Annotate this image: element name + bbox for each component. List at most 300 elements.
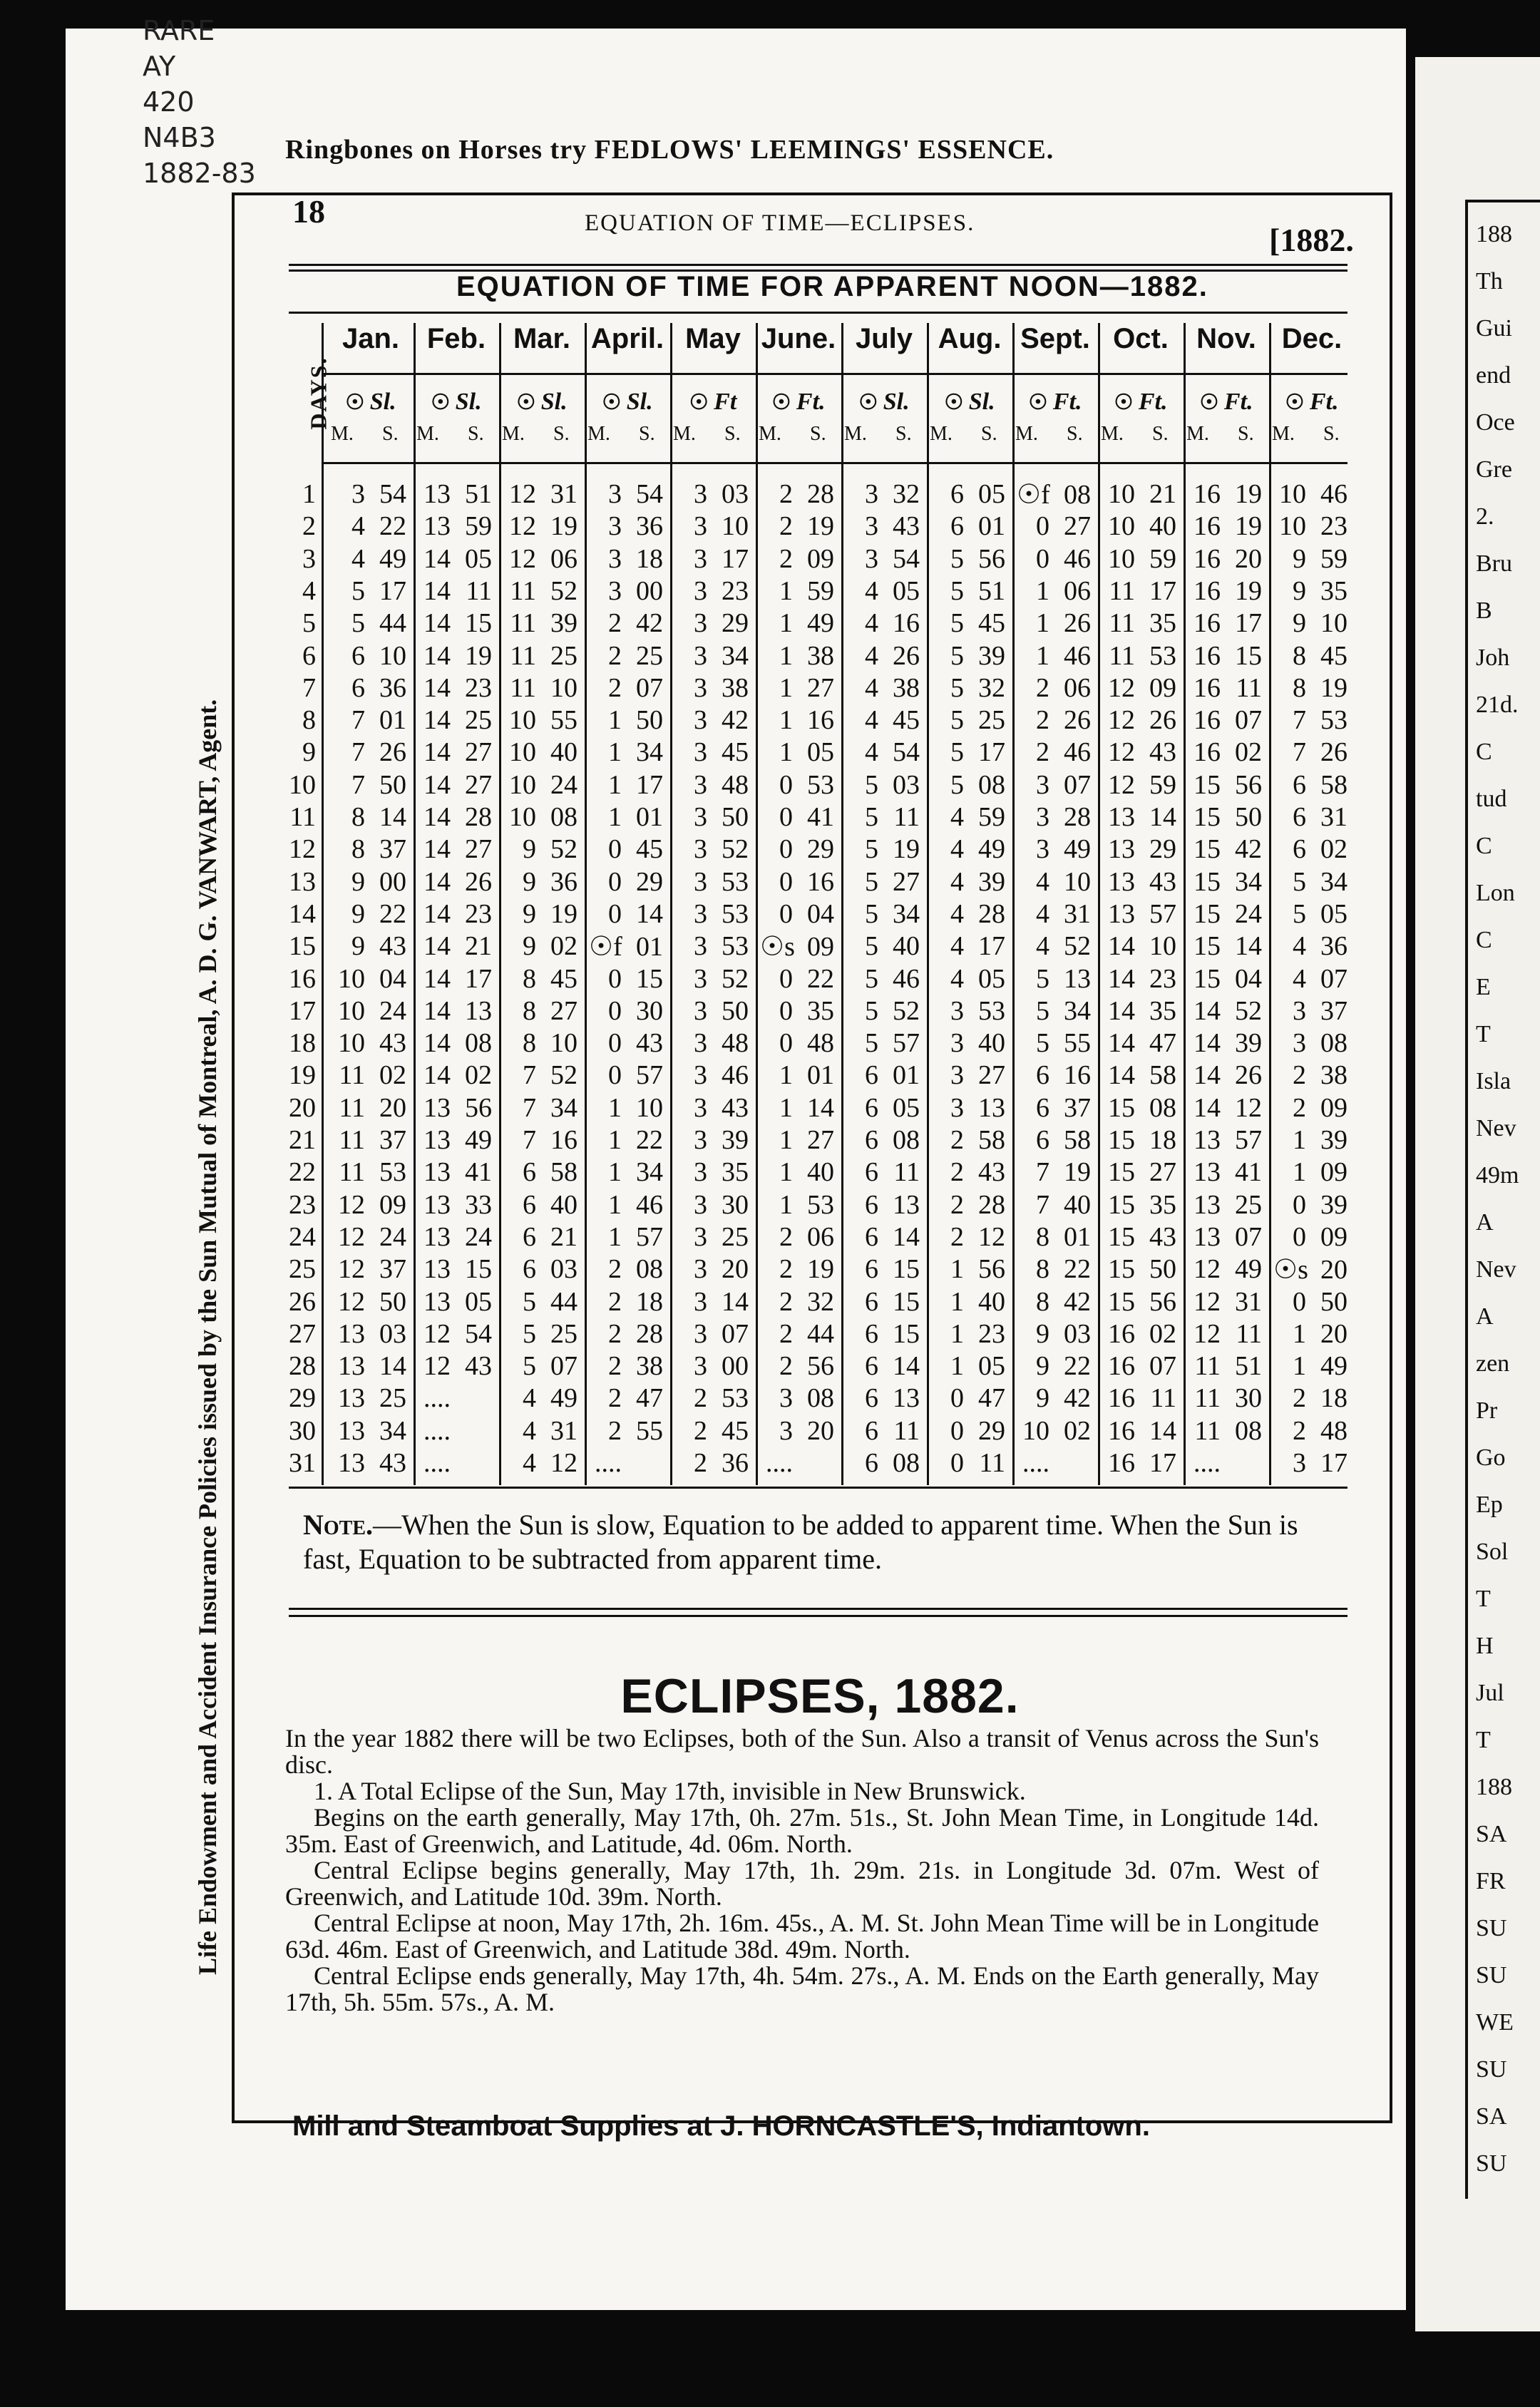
subheader-rule	[322, 462, 1348, 464]
direction-text: Sl.	[968, 389, 995, 415]
table-cell	[418, 1415, 492, 1447]
cell-minutes: 4	[351, 511, 365, 542]
cell-seconds: 31	[1320, 802, 1348, 832]
sun-symbol-icon: ☉	[431, 391, 456, 414]
side-advertisement: Life Endowment and Accident Insurance Policies issued by the Sun Mutual of Montreal, A. D. G. VANWART, Agent.	[193, 699, 222, 1975]
day-number: 21	[289, 1125, 316, 1155]
cell-seconds: 00	[379, 866, 406, 897]
cell-minutes: 11	[1109, 608, 1135, 639]
cell-seconds: 14	[379, 802, 406, 832]
table-cell	[760, 704, 834, 736]
cell-minutes: 3	[694, 511, 707, 542]
cell-seconds: 22	[636, 1125, 663, 1155]
cell-minutes: 6	[1293, 769, 1306, 800]
cell-seconds: 37	[379, 1125, 406, 1155]
table-cell	[1188, 801, 1262, 833]
cell-seconds: 06	[550, 543, 578, 574]
table-cell	[846, 930, 920, 962]
cell-seconds: 43	[978, 1157, 1005, 1188]
table-cell	[418, 672, 492, 704]
cell-minutes: 13	[1194, 1189, 1221, 1220]
cell-seconds: 47	[636, 1383, 663, 1414]
cell-minutes: 11	[339, 1125, 365, 1155]
cell-seconds: 42	[1064, 1286, 1091, 1317]
cell-seconds: 34	[1320, 866, 1348, 897]
cell-seconds: 01	[636, 802, 663, 832]
cell-minutes: 16	[1108, 1351, 1135, 1382]
cell-minutes: 8	[523, 963, 536, 994]
cell-seconds: 58	[1320, 769, 1348, 800]
cell-seconds: 26	[893, 640, 920, 671]
table-cell	[1273, 898, 1348, 930]
cell-minutes: 15	[1194, 834, 1221, 865]
cell-seconds: 11	[979, 1448, 1005, 1478]
cell-seconds: 57	[893, 1028, 920, 1059]
cell-minutes: 14	[423, 640, 451, 671]
cell-seconds: 58	[1149, 1060, 1176, 1091]
sun-symbol-icon: ☉	[345, 391, 370, 414]
cell-minutes: 2	[950, 1125, 964, 1155]
cell-minutes: 14	[423, 705, 451, 736]
cell-minutes: 5	[950, 543, 964, 574]
cell-minutes: 16	[1108, 1448, 1135, 1478]
cell-minutes: 12	[509, 511, 536, 542]
cell-seconds: 52	[1235, 995, 1262, 1026]
cell-minutes: 3	[694, 1318, 707, 1349]
cell-minutes: 13	[1108, 898, 1135, 929]
table-title: EQUATION OF TIME FOR APPARENT NOON—1882.	[456, 271, 1208, 302]
minutes-label: M.	[1015, 423, 1038, 445]
cell-minutes: 10	[338, 1028, 365, 1059]
table-cell	[674, 672, 749, 704]
cell-seconds: 35	[722, 1157, 749, 1188]
cell-minutes: 2	[608, 1318, 622, 1349]
direction-label	[1184, 389, 1269, 416]
cell-seconds: 27	[550, 995, 578, 1026]
cell-seconds: 59	[978, 802, 1005, 832]
cell-minutes: 13	[338, 1383, 365, 1414]
cell-minutes: 5	[950, 672, 964, 703]
cell-minutes: 13	[423, 1286, 451, 1317]
cell-seconds: 49	[1320, 1351, 1348, 1382]
cell-minutes: 2	[608, 1415, 622, 1446]
cell-seconds: 00	[636, 575, 663, 606]
cell-minutes: 2	[608, 608, 622, 639]
cell-minutes: 14	[1194, 1060, 1221, 1091]
cell-minutes: 4	[950, 834, 964, 865]
table-cell	[674, 866, 749, 898]
cell-seconds: 04	[379, 963, 406, 994]
table-cell	[418, 995, 492, 1027]
note-text: —When the Sun is slow, Equation to be added to apparent time. When the Sun is fast, Equation to be subtracted from apparent time.	[303, 1509, 1298, 1575]
cell-seconds: 38	[722, 672, 749, 703]
table-cell	[589, 801, 663, 833]
direction-text: Sl.	[455, 389, 482, 415]
cell-seconds: 00	[722, 1351, 749, 1382]
table-cell	[1188, 995, 1262, 1027]
table-cell	[674, 737, 749, 768]
cell-seconds: 49	[978, 834, 1005, 865]
cell-minutes: 1	[779, 672, 793, 703]
table-cell	[332, 510, 406, 542]
cell-seconds: 04	[1235, 963, 1262, 994]
cell-seconds: 05	[978, 1351, 1005, 1382]
table-cell	[332, 672, 406, 704]
cell-seconds: 19	[550, 511, 578, 542]
direction-label	[328, 389, 414, 416]
table-cell	[1102, 672, 1176, 704]
table-cell	[1102, 1124, 1176, 1156]
cell-seconds: 05	[893, 575, 920, 606]
cell-minutes: 1	[608, 1092, 622, 1123]
cell-seconds: 12	[1235, 1092, 1262, 1123]
table-cell	[1188, 1382, 1262, 1414]
cell-seconds: 40	[978, 1028, 1005, 1059]
cell-minutes: 6	[523, 1189, 536, 1220]
cell-seconds: 19	[893, 834, 920, 865]
table-cell	[1017, 1156, 1091, 1188]
table-cell	[1102, 1382, 1176, 1414]
cell-minutes: ☉f	[1017, 480, 1050, 510]
cell-seconds: 46	[893, 963, 920, 994]
cell-minutes: 3	[694, 769, 707, 800]
month-header: Jan.	[342, 323, 400, 354]
cell-seconds: 02	[379, 1060, 406, 1091]
cell-seconds: 14	[1235, 931, 1262, 962]
table-cell	[418, 704, 492, 736]
cell-seconds: 13	[465, 995, 492, 1026]
cell-seconds: 57	[636, 1221, 663, 1252]
cell-minutes: 14	[423, 898, 451, 929]
direction-text: Ft.	[1052, 389, 1082, 415]
table-cell	[332, 963, 406, 995]
cell-minutes: 14	[423, 608, 451, 639]
cell-minutes: 9	[523, 866, 536, 897]
cell-minutes: 2	[1036, 672, 1049, 703]
cell-seconds: 09	[1320, 1157, 1348, 1188]
cell-minutes: 0	[779, 898, 793, 929]
table-cell	[1102, 1189, 1176, 1221]
table-cell	[674, 1318, 749, 1350]
table-cell	[589, 866, 663, 898]
table-cell	[503, 510, 578, 542]
facing-page-line: C	[1476, 739, 1492, 765]
cell-seconds: 27	[1149, 1157, 1176, 1188]
table-cell	[418, 575, 492, 607]
table-cell	[1188, 1447, 1262, 1479]
day-number: 15	[289, 931, 316, 962]
table-cell	[418, 1059, 492, 1091]
table-cell	[846, 1156, 920, 1188]
cell-minutes: 16	[1108, 1415, 1135, 1446]
cell-minutes: 8	[1293, 672, 1306, 703]
table-cell	[332, 543, 406, 575]
table-cell	[503, 1156, 578, 1188]
cell-seconds: 38	[807, 640, 834, 671]
table-cell	[846, 769, 920, 801]
table-cell	[1273, 1447, 1348, 1479]
table-cell	[589, 1027, 663, 1059]
cell-minutes: 3	[1036, 802, 1049, 832]
table-cell	[846, 510, 920, 542]
table-cell	[332, 1027, 406, 1059]
cell-seconds: 39	[550, 608, 578, 639]
cell-minutes: 11	[510, 672, 536, 703]
table-cell	[760, 1059, 834, 1091]
table-cell	[1102, 1253, 1176, 1285]
cell-minutes: 3	[950, 995, 964, 1026]
note-lead: Note.	[303, 1509, 374, 1541]
table-cell	[1273, 543, 1348, 575]
day-number: 8	[302, 705, 316, 736]
facing-page-line: tud	[1476, 786, 1507, 812]
cell-minutes: ....	[1194, 1448, 1221, 1478]
cell-seconds: 03	[722, 479, 749, 509]
cell-minutes: 13	[423, 1157, 451, 1188]
cell-minutes: 5	[1293, 898, 1306, 929]
table-cell	[1017, 995, 1091, 1027]
day-number: 29	[289, 1383, 316, 1414]
cell-seconds: 50	[722, 802, 749, 832]
cell-minutes: 4	[865, 640, 878, 671]
table-cell	[1188, 607, 1262, 639]
table-cell	[1273, 1189, 1348, 1221]
cell-minutes: 5	[950, 705, 964, 736]
table-cell	[503, 1124, 578, 1156]
cell-seconds: 14	[1149, 1415, 1176, 1446]
cell-minutes: 15	[1194, 963, 1221, 994]
cell-minutes: 8	[1036, 1221, 1049, 1252]
cell-seconds: 38	[893, 672, 920, 703]
cell-seconds: 11	[466, 575, 492, 606]
cell-seconds: 52	[1064, 931, 1091, 962]
cell-seconds: 59	[465, 511, 492, 542]
table-cell	[332, 1318, 406, 1350]
cell-minutes: 10	[509, 802, 536, 832]
cell-minutes: 6	[1293, 802, 1306, 832]
cell-minutes: 9	[351, 866, 365, 897]
cell-minutes: 12	[1108, 737, 1135, 768]
cell-seconds: 45	[636, 834, 663, 865]
cell-minutes: 3	[351, 479, 365, 509]
cell-seconds: 19	[807, 511, 834, 542]
table-cell	[589, 1253, 663, 1285]
table-cell	[589, 1221, 663, 1253]
table-cell	[1273, 1124, 1348, 1156]
cell-minutes: 8	[351, 834, 365, 865]
cell-minutes: 6	[865, 1092, 878, 1123]
table-cell	[418, 930, 492, 962]
table-cell	[760, 1189, 834, 1221]
sun-symbol-icon: ☉	[771, 391, 796, 414]
facing-page-line: SA	[1476, 2103, 1507, 2130]
cell-minutes: 3	[865, 543, 878, 574]
cell-seconds: 08	[1149, 1092, 1176, 1123]
column-rule	[1012, 323, 1015, 1485]
cell-minutes: 2	[779, 1221, 793, 1252]
table-cell	[1017, 1350, 1091, 1382]
cell-seconds: 17	[379, 575, 406, 606]
table-cell	[1017, 1124, 1091, 1156]
table-cell	[931, 1350, 1005, 1382]
table-cell	[1017, 1447, 1091, 1479]
cell-seconds: 44	[807, 1318, 834, 1349]
table-cell	[674, 1059, 749, 1091]
cell-seconds: 55	[1064, 1028, 1091, 1059]
cell-minutes: 13	[1194, 1221, 1221, 1252]
cell-seconds: 15	[636, 963, 663, 994]
facing-page-line: Gre	[1476, 456, 1512, 483]
day-number: 5	[302, 608, 316, 639]
table-cell	[1188, 543, 1262, 575]
cell-minutes: 16	[1194, 543, 1221, 574]
cell-seconds: 39	[978, 866, 1005, 897]
direction-label	[1012, 389, 1098, 416]
table-cell	[846, 737, 920, 768]
facing-page-line: E	[1476, 974, 1491, 1000]
cell-seconds: 09	[807, 543, 834, 574]
cell-minutes: 16	[1194, 575, 1221, 606]
cell-seconds: 58	[550, 1157, 578, 1188]
cell-seconds: 44	[550, 1286, 578, 1317]
cell-seconds: 27	[1064, 511, 1091, 542]
table-cell	[760, 640, 834, 672]
table-cell	[760, 1253, 834, 1285]
cell-seconds: 08	[465, 1028, 492, 1059]
table-cell	[418, 543, 492, 575]
table-cell	[332, 1253, 406, 1285]
cell-seconds: 26	[379, 737, 406, 768]
cell-seconds: 23	[978, 1318, 1005, 1349]
minutes-label: M.	[331, 423, 354, 445]
cell-minutes: 13	[423, 1125, 451, 1155]
cell-seconds: 18	[636, 1286, 663, 1317]
cell-seconds: 29	[978, 1415, 1005, 1446]
cell-minutes: 15	[1108, 1254, 1135, 1285]
table-cell	[760, 1027, 834, 1059]
table-cell	[1188, 1286, 1262, 1318]
month-header: Sept.	[1020, 323, 1090, 354]
table-cell	[1017, 737, 1091, 768]
cell-seconds: 25	[722, 1221, 749, 1252]
cell-seconds: 27	[807, 672, 834, 703]
cell-minutes: 4	[950, 931, 964, 962]
cell-minutes: 2	[608, 1286, 622, 1317]
table-cell	[1017, 1382, 1091, 1414]
table-cell	[418, 866, 492, 898]
cell-seconds: 07	[550, 1351, 578, 1382]
facing-page-line: SU	[1476, 1962, 1507, 1988]
title-rule	[289, 312, 1348, 314]
cell-seconds: 40	[550, 1189, 578, 1220]
cell-seconds: 37	[1320, 995, 1348, 1026]
cell-minutes: 0	[779, 995, 793, 1026]
cell-seconds: 01	[978, 511, 1005, 542]
table-cell	[674, 607, 749, 639]
cell-seconds: 46	[1064, 640, 1091, 671]
cell-minutes: 1	[779, 1060, 793, 1091]
cell-minutes: 14	[423, 769, 451, 800]
table-cell	[846, 1027, 920, 1059]
table-cell	[931, 995, 1005, 1027]
table-cell	[1273, 769, 1348, 801]
table-cell	[1102, 1156, 1176, 1188]
table-cell	[931, 1092, 1005, 1124]
table-cell	[332, 1382, 406, 1414]
table-cell	[503, 1059, 578, 1091]
cell-seconds: 51	[1235, 1351, 1262, 1382]
cell-minutes: 1	[950, 1286, 964, 1317]
table-cell	[931, 1124, 1005, 1156]
table-cell	[846, 1189, 920, 1221]
table-cell	[418, 1382, 492, 1414]
cell-minutes: 10	[509, 705, 536, 736]
cell-seconds: 28	[1064, 802, 1091, 832]
table-cell	[332, 769, 406, 801]
cell-minutes: 5	[865, 1028, 878, 1059]
cell-seconds: 15	[893, 1318, 920, 1349]
table-cell	[1102, 898, 1176, 930]
cell-minutes: 16	[1108, 1383, 1135, 1414]
cell-seconds: 08	[807, 1383, 834, 1414]
facing-page-line: zen	[1476, 1350, 1510, 1377]
cell-seconds: 11	[1236, 672, 1262, 703]
table-cell	[503, 930, 578, 962]
cell-minutes: ....	[423, 1415, 451, 1446]
table-cell	[760, 995, 834, 1027]
cell-minutes: 1	[608, 802, 622, 832]
table-cell	[1188, 1027, 1262, 1059]
cell-seconds: 27	[978, 1060, 1005, 1091]
table-cell	[1273, 930, 1348, 962]
cell-seconds: 03	[1064, 1318, 1091, 1349]
cell-minutes: 9	[351, 898, 365, 929]
cell-minutes: 13	[423, 1189, 451, 1220]
cell-seconds: 24	[1235, 898, 1262, 929]
table-cell	[589, 1415, 663, 1447]
table-cell	[846, 1382, 920, 1414]
table-cell	[1102, 704, 1176, 736]
minutes-label: M.	[759, 423, 781, 445]
cell-seconds: 20	[722, 1254, 749, 1285]
cell-minutes: 2	[779, 543, 793, 574]
table-cell	[1017, 672, 1091, 704]
cell-minutes: 6	[865, 1286, 878, 1317]
cell-seconds: 43	[1149, 1221, 1176, 1252]
table-cell	[674, 1156, 749, 1188]
minutes-label: M.	[930, 423, 953, 445]
table-cell	[503, 1253, 578, 1285]
cell-minutes: 6	[865, 1221, 878, 1252]
cell-seconds: 05	[978, 963, 1005, 994]
table-cell	[931, 898, 1005, 930]
cell-minutes: 7	[351, 769, 365, 800]
facing-page-frame	[1465, 200, 1540, 2199]
table-cell	[1188, 737, 1262, 768]
cell-minutes: 15	[1108, 1092, 1135, 1123]
cell-seconds: 49	[1064, 834, 1091, 865]
cell-seconds: 22	[807, 963, 834, 994]
table-cell	[1102, 1286, 1176, 1318]
seconds-label: S.	[724, 423, 741, 445]
cell-seconds: 50	[1235, 802, 1262, 832]
cell-minutes: 15	[1194, 769, 1221, 800]
cell-minutes: 13	[423, 1254, 451, 1285]
cell-seconds: 46	[1064, 543, 1091, 574]
table-cell	[1017, 607, 1091, 639]
table-cell	[674, 769, 749, 801]
table-cell	[1188, 930, 1262, 962]
